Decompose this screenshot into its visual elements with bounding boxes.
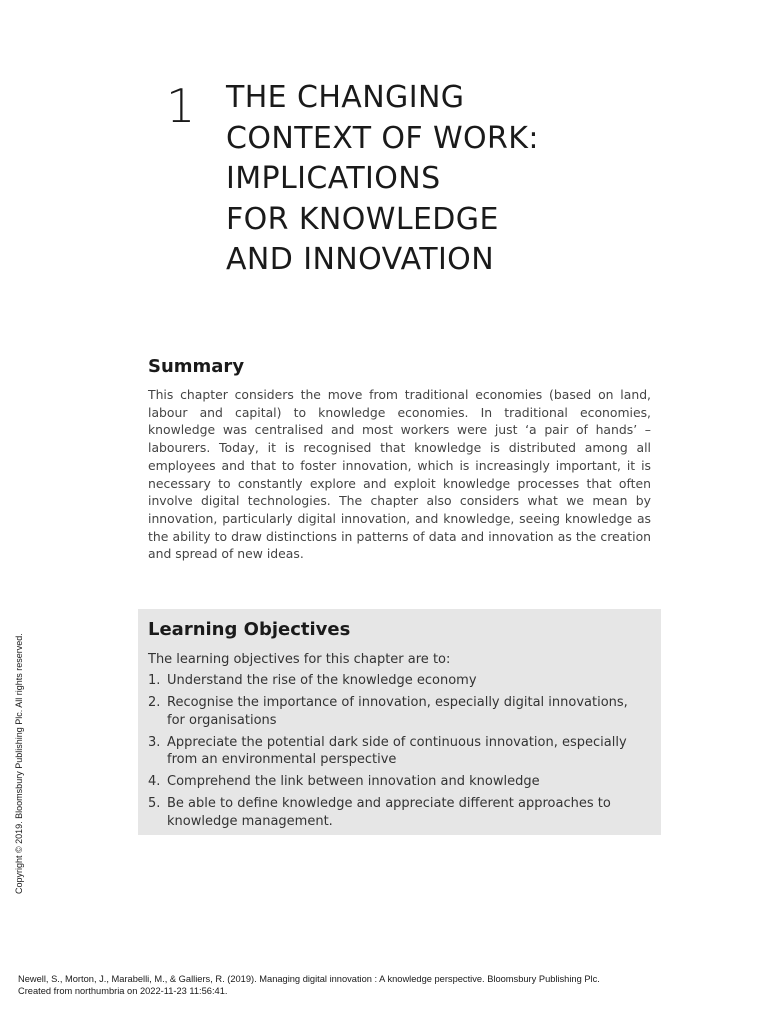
side-copyright-notice: Copyright © 2019. Bloomsbury Publishing Plc. All rights reserved. <box>14 633 24 894</box>
chapter-title-line: FOR KNOWLEDGE <box>226 201 499 237</box>
objective-text: Comprehend the link between innovation and knowledge <box>167 774 540 789</box>
chapter-number: 1 <box>166 79 196 133</box>
summary-text: This chapter considers the move from traditional economies (based on land, labour and capital) to knowledge economies. In traditional economies, knowledge was centralised and most workers were just ‘a pair of hands’ – labourers. Today, it is recognised that knowledge is distributed among all employees and that to foster innovation, which is increasingly important, it is necessary to constantly explore and exploit knowledge processes that often involve digital technologies. The chapter also considers what we mean by innovation, particularly digital innovation, and knowledge, seeing knowledge as the ability to draw distinctions in patterns of data and innovation as the creation and spread of new ideas. <box>148 387 651 562</box>
chapter-title-line: CONTEXT OF WORK: <box>226 120 539 156</box>
footer-created: Created from northumbria on 2022-11-23 11:56:41. <box>18 985 228 996</box>
objective-text: Understand the rise of the knowledge economy <box>167 673 477 688</box>
objective-number: 4. <box>148 774 161 789</box>
objective-item <box>148 734 651 769</box>
learning-objectives-list <box>148 672 651 830</box>
page-footer <box>18 974 600 997</box>
learning-objectives-box <box>138 609 661 835</box>
footer-citation: Newell, S., Morton, J., Marabelli, M., & Galliers, R. (2019). Managing digital innovation : A knowledge perspective. Bloomsbury Publishing Plc. <box>18 974 600 984</box>
objective-item <box>148 694 651 729</box>
chapter-title-line: IMPLICATIONS <box>226 161 441 196</box>
chapter-title-line: THE CHANGING <box>226 80 465 115</box>
learning-objectives-heading: Learning Objectives <box>148 619 351 640</box>
objective-item <box>148 672 651 690</box>
objective-item <box>148 773 651 791</box>
objective-text: Recognise the importance of innovation, especially digital innovations, for organisations <box>167 695 628 728</box>
objective-number: 5. <box>148 796 161 811</box>
objective-text: Be able to define knowledge and appreciate different approaches to knowledge management. <box>167 796 611 829</box>
objective-text: Appreciate the potential dark side of continuous innovation, especially from an environmental perspective <box>167 734 627 767</box>
chapter-title-line: AND INNOVATION <box>226 242 495 277</box>
chapter-title <box>226 78 646 281</box>
objective-number: 3. <box>148 734 161 750</box>
summary-heading: Summary <box>148 356 245 377</box>
summary-section <box>148 354 651 563</box>
objective-item <box>148 795 651 830</box>
learning-objectives-intro: The learning objectives for this chapter are to: <box>148 652 451 667</box>
objective-number: 1. <box>148 673 161 688</box>
objective-number: 2. <box>148 695 161 710</box>
